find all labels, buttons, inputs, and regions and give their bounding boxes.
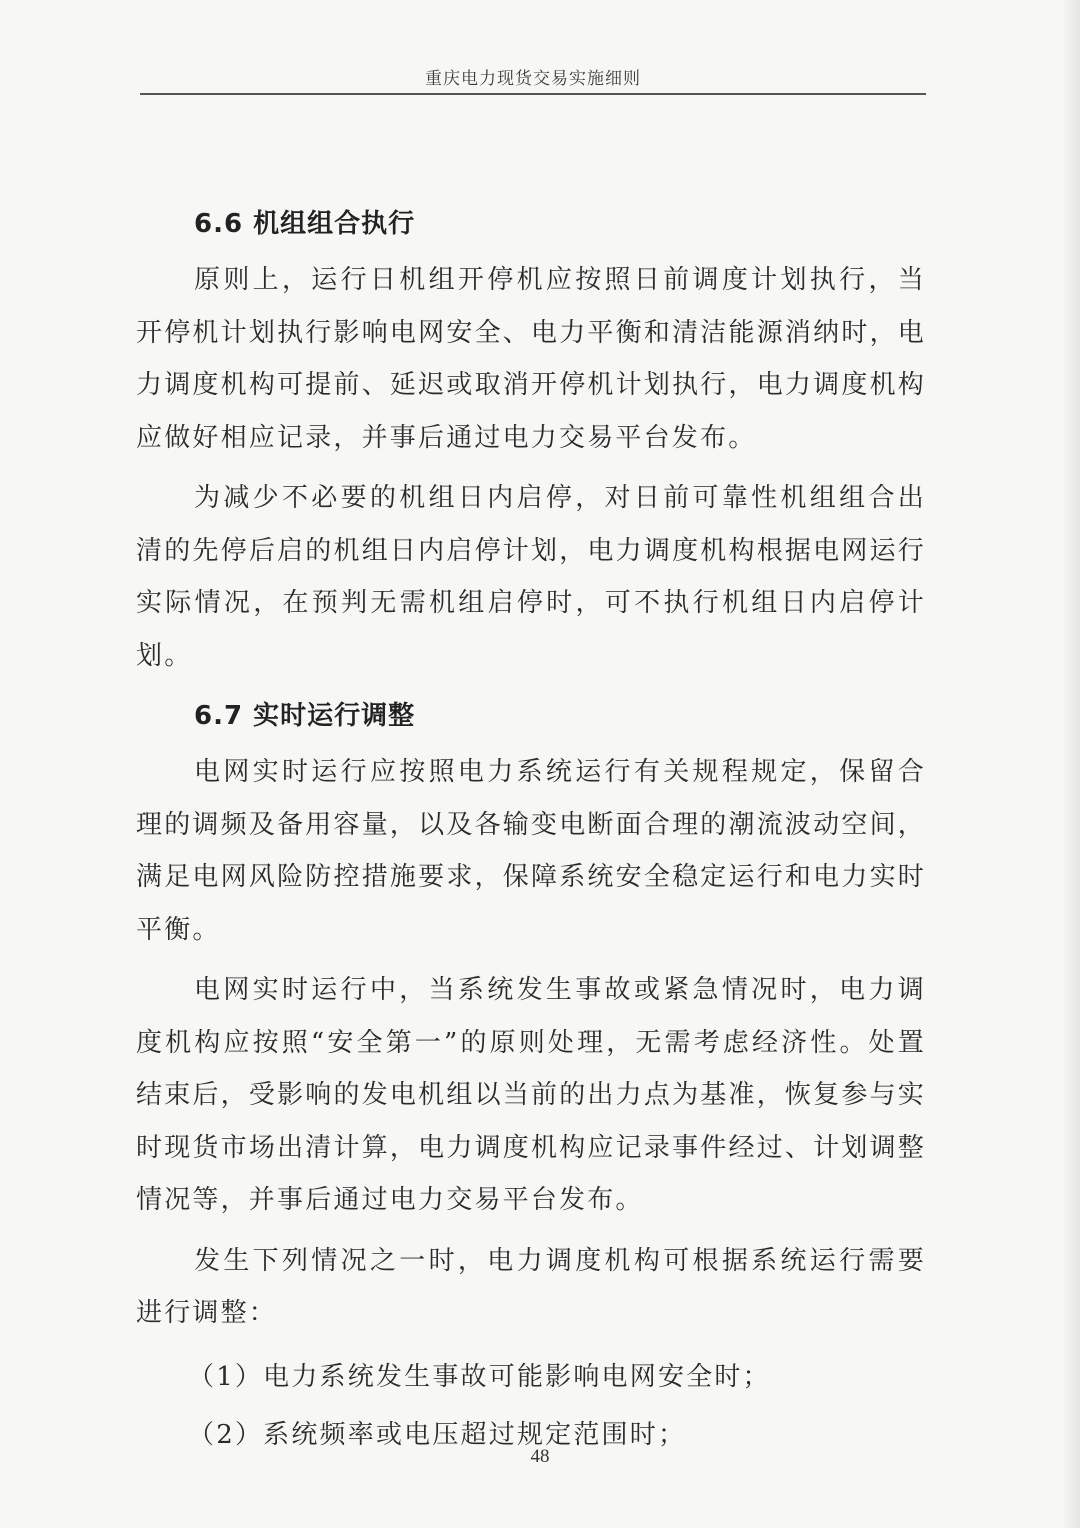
list-item: （2）系统频率或电压超过规定范围时； [188,1419,687,1450]
running-header: 重庆电力现货交易实施细则 [425,69,641,89]
paragraph: 电网实时运行应按照电力系统运行有关规程规定，保留合理的调频及备用容量，以及各输变电断面合理的潮流波动空间，满足电网风险防控措施要求，保障系统安全稳定运行和电力实时平衡。 [136,757,926,945]
list-item: （1）电力系统发生事故可能影响电网安全时； [188,1361,771,1392]
paragraph: 为减少不必要的机组日内启停，对日前可靠性机组组合出清的先停后启的机组日内启停计划，电力调度机构根据电网运行实际情况，在预判无需机组启停时，可不执行机组日内启停计划。 [136,483,926,671]
paragraph: 发生下列情况之一时，电力调度机构可根据系统运行需要进行调整： [136,1245,926,1328]
section-heading-6-7: 6.7 实时运行调整 [194,701,416,731]
document-body [136,198,926,1464]
section-heading-6-6: 6.6 机组组合执行 [194,209,416,239]
header-divider [140,93,926,95]
paragraph: 电网实时运行中，当系统发生事故或紧急情况时，电力调度机构应按照“安全第一”的原则处理，无需考虑经济性。处置结束后，受影响的发电机组以当前的出力点为基准，恢复参与实时现货市场出清计算，电力调度机构应记录事件经过、计划调整情况等，并事后通过电力交易平台发布。 [136,975,926,1215]
page-number: 48 [530,1446,550,1467]
paragraph: 原则上，运行日机组开停机应按照日前调度计划执行，当开停机计划执行影响电网安全、电力平衡和清洁能源消纳时，电力调度机构可提前、延迟或取消开停机计划执行，电力调度机构应做好相应记录，并事后通过电力交易平台发布。 [136,265,926,453]
page-edge-shadow [1062,0,1080,1528]
